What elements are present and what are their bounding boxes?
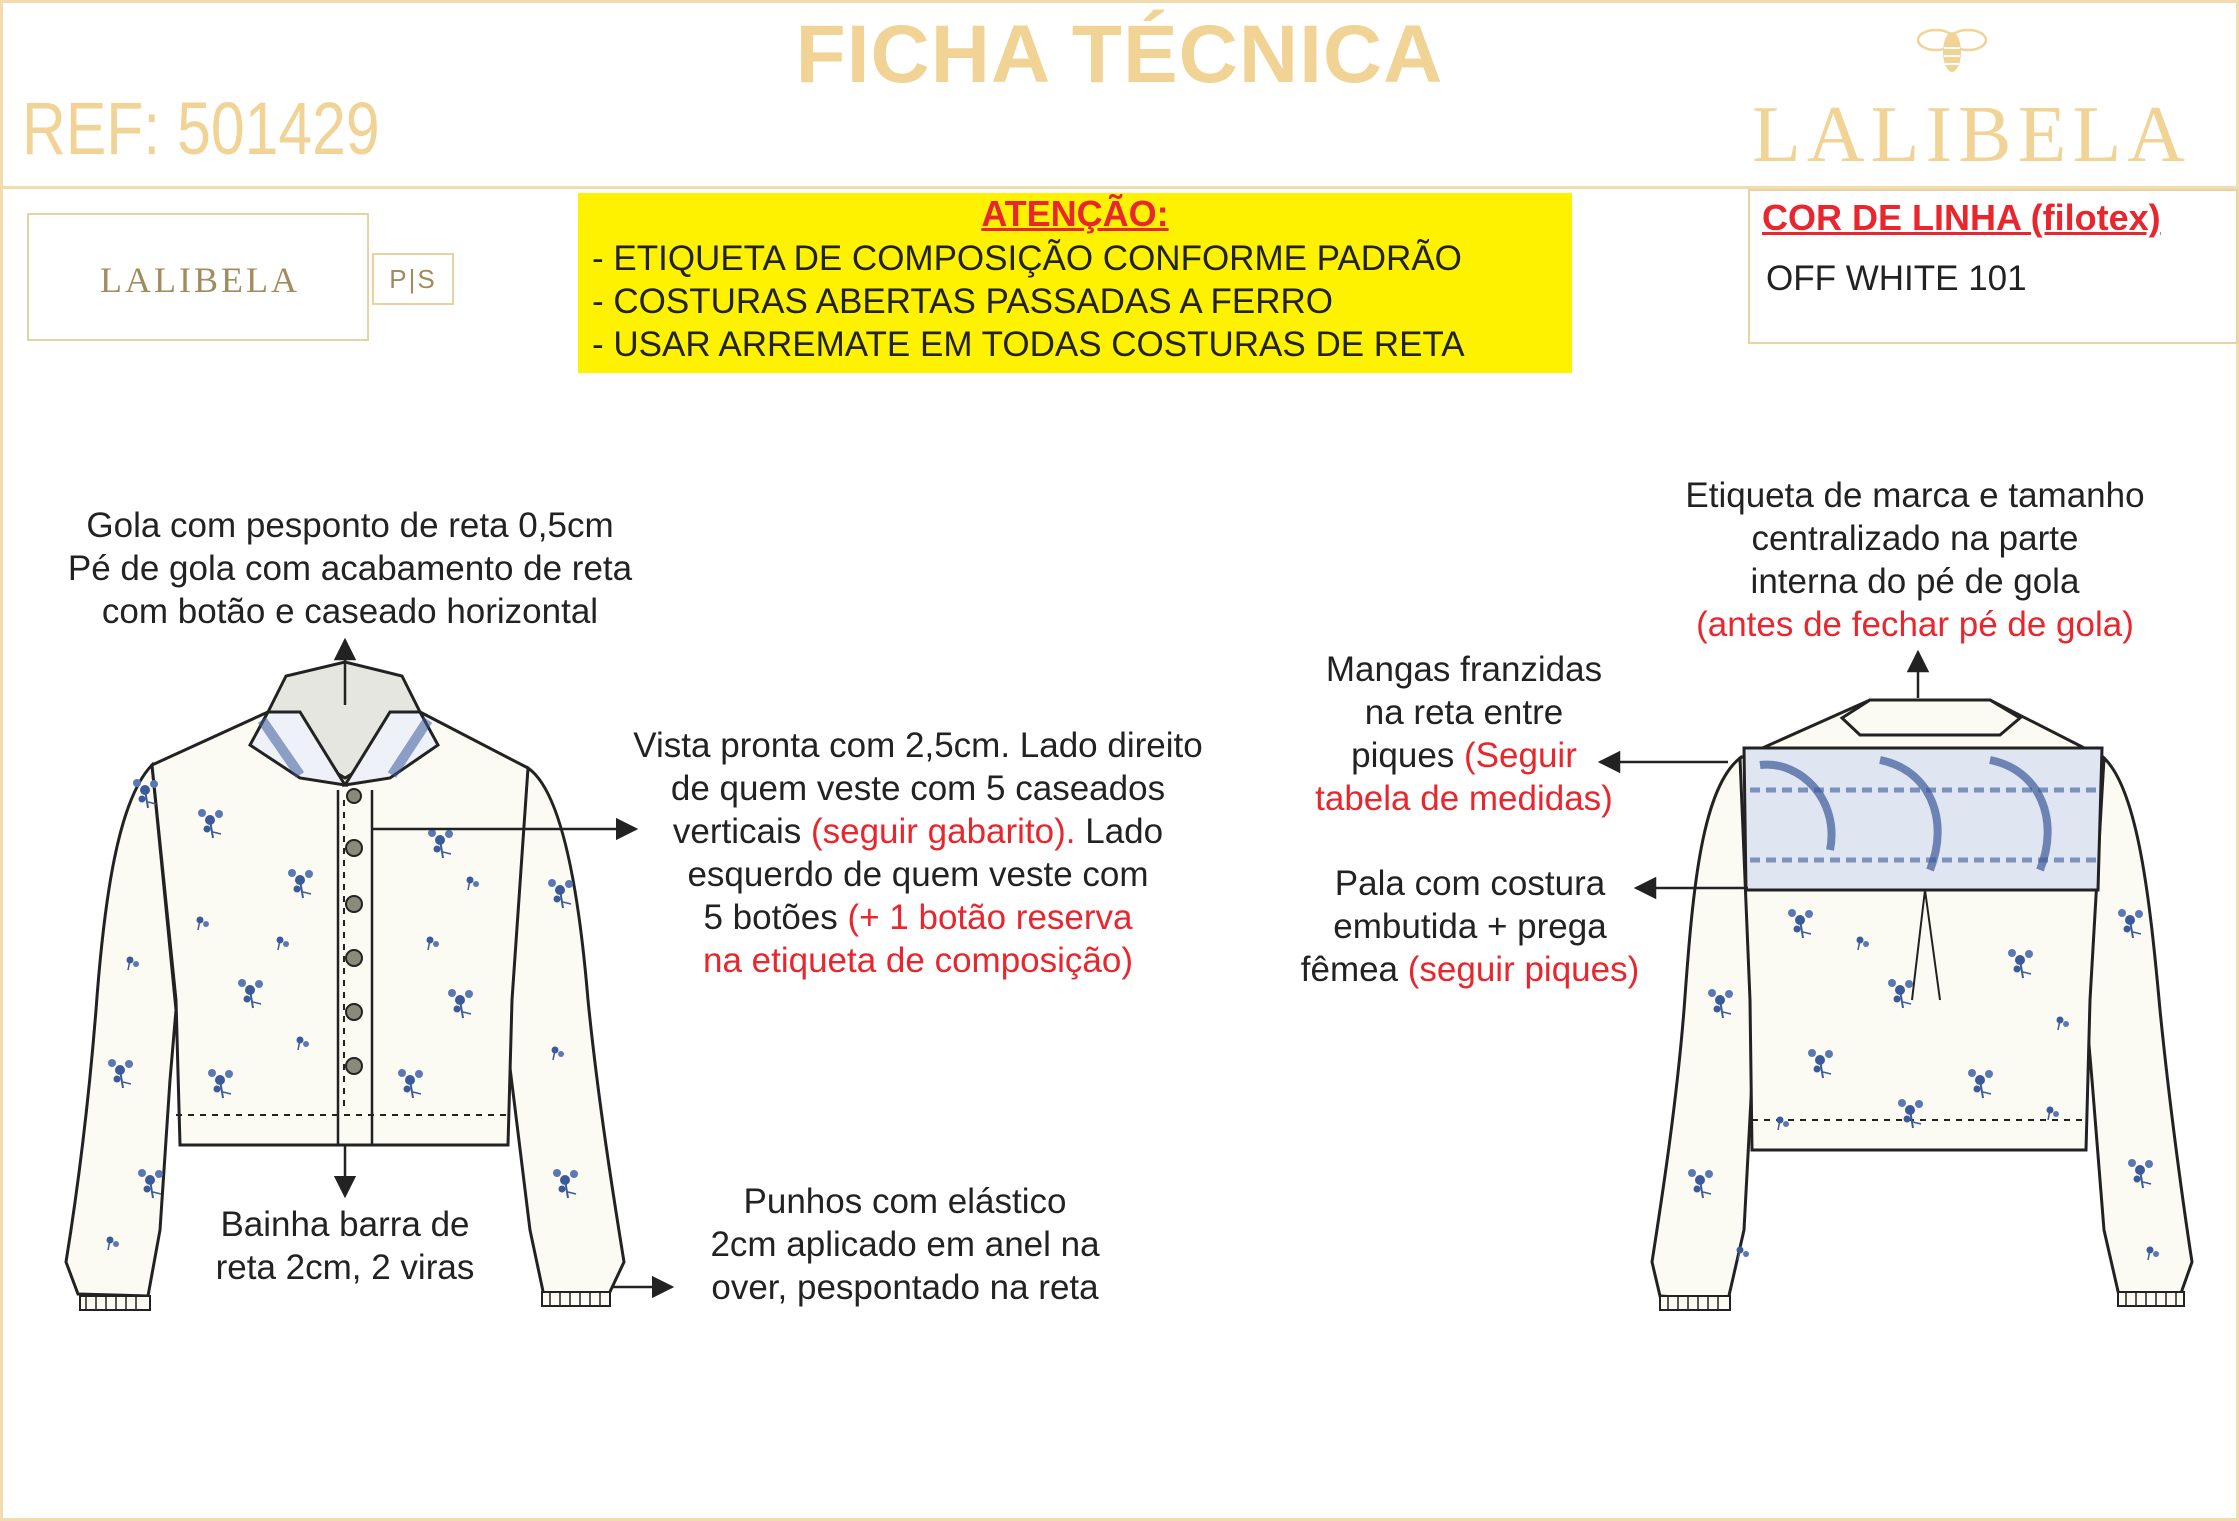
placket-note-line: de quem veste com 5 caseados [670,769,1166,808]
sleeves-note-line [1284,734,1644,777]
attention-line: - USAR ARREMATE EM TODAS COSTURAS DE RETA [592,325,1465,364]
sleeves-note-line: Mangas franzidas [1325,650,1603,689]
cuffs-note-line: 2cm aplicado em anel na [710,1225,1100,1264]
sleeves-note-highlight: tabela de medidas) [1315,779,1613,818]
sleeves-note [1284,648,1644,820]
sleeves-note-text: piques [1351,736,1465,775]
page-title: FICHA TÉCNICA [795,9,1444,100]
placket-note-text: Lado [1075,812,1164,851]
placket-note-highlight: (seguir gabarito). [810,812,1076,851]
placket-note-line: Vista pronta com 2,5cm. Lado direito [633,726,1203,765]
brand-tag-note [1645,474,2185,646]
yoke-note-highlight: (seguir piques) [1407,950,1640,989]
placket-note-text: 5 botões [703,898,848,937]
thread-color-title: COR DE LINHA (filotex) [1762,197,2161,238]
placket-note-text: verticais [672,812,811,851]
collar-note [35,504,665,633]
brand-tag-note-line: Etiqueta de marca e tamanho [1685,476,2145,515]
reference-number: REF: 501429 [22,87,380,170]
label-brand-text: LALIBELA [100,260,300,300]
sleeves-note-highlight: (Seguir [1464,736,1577,775]
collar-note-line: Pé de gola com acabamento de reta [67,549,633,588]
cuffs-note-line: Punhos com elástico [743,1182,1067,1221]
collar-note-line: Gola com pesponto de reta 0,5cm [86,506,614,545]
placket-note-line [598,896,1238,939]
attention-line: - COSTURAS ABERTAS PASSADAS A FERRO [592,282,1334,321]
hem-note-line: reta 2cm, 2 viras [215,1248,475,1287]
placket-note [598,724,1238,982]
yoke-note-text: fêmea [1300,950,1408,989]
cuffs-note-line: over, pespontado na reta [711,1268,1099,1307]
size-label-sample: P|S [372,253,454,305]
brand-name: LALIBELA [1752,91,2192,179]
brand-tag-note-line: centralizado na parte [1751,519,2079,558]
attention-title: ATENÇÃO: [981,193,1169,234]
attention-line: - ETIQUETA DE COMPOSIÇÃO CONFORME PADRÃO [592,239,1462,278]
placket-note-line [598,810,1238,853]
hem-note [180,1203,510,1289]
yoke-note-line [1270,948,1670,991]
back-view-drawing [1652,700,2192,1310]
yoke-note-line: embutida + prega [1333,907,1607,946]
collar-note-line: com botão e caseado horizontal [101,592,599,631]
cuffs-note [680,1180,1130,1309]
brand-tag-note-line: interna do pé de gola [1750,562,2080,601]
placket-note-highlight: na etiqueta de composição) [703,941,1133,980]
placket-note-highlight: (+ 1 botão reserva [847,898,1133,937]
yoke-note [1270,862,1670,991]
sleeves-note-line: na reta entre [1364,693,1564,732]
placket-note-line: esquerdo de quem veste com [687,855,1149,894]
hem-note-line: Bainha barra de [220,1205,470,1244]
yoke-note-line: Pala com costura [1334,864,1606,903]
brand-tag-note-highlight: (antes de fechar pé de gola) [1696,605,2134,644]
thread-color-value: OFF WHITE 101 [1766,259,2027,298]
